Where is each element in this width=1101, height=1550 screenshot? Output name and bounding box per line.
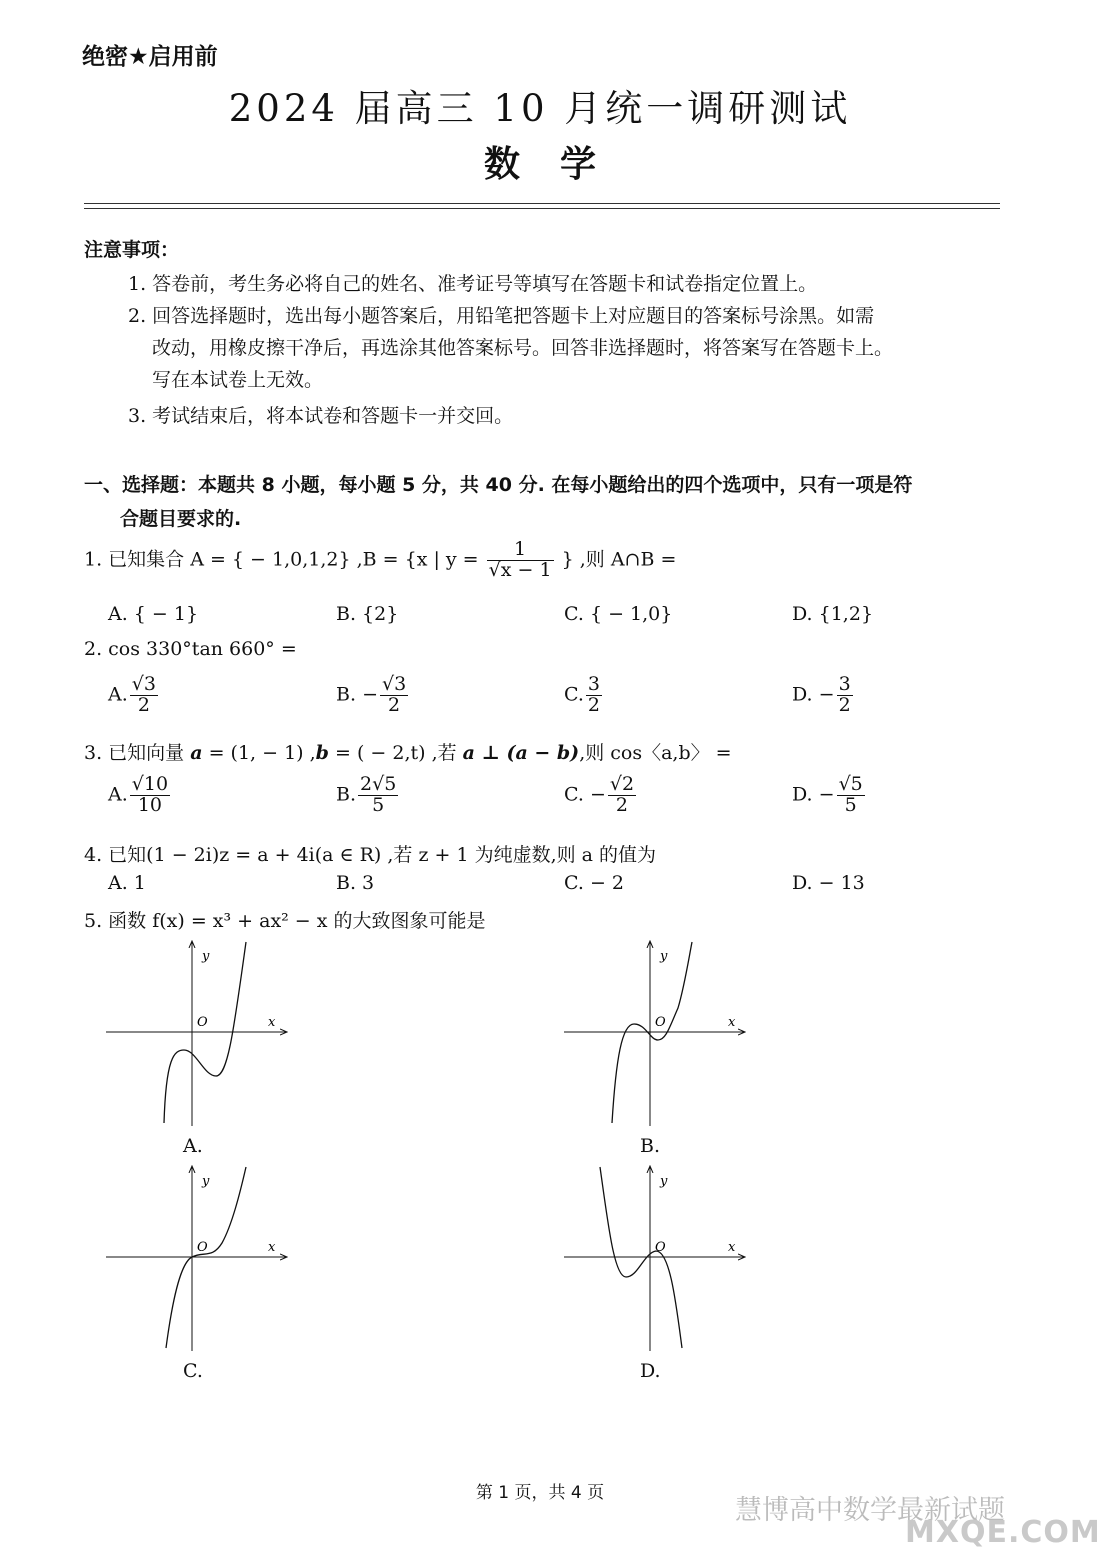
question-5: 5. 函数 f(x) = x³ + ax² − x 的大致图象可能是 [84, 910, 486, 932]
graph-d [558, 1163, 758, 1353]
option[interactable]: A. { − 1} [108, 603, 199, 625]
option[interactable]: B. − $\frac{√3}{2}$ [336, 673, 407, 716]
x-axis-label: x [728, 1240, 736, 1255]
option[interactable]: B. 3 [336, 872, 375, 894]
section-line: 一、选择题：本题共 8 小题，每小题 5 分，共 40 分. 在每小题给出的四个选项中，只有一项是符 [84, 474, 913, 496]
option[interactable]: C. − $\frac{√2}{2}$ [564, 773, 635, 816]
option[interactable]: C. { − 1,0} [564, 603, 673, 625]
page-footer: 第 1 页，共 4 页 [475, 1483, 605, 1503]
question-2: 2. cos 330°tan 660° = [84, 638, 297, 660]
y-axis-label: y [660, 1174, 668, 1189]
y-axis-label: y [660, 949, 668, 964]
option[interactable]: A. $\frac{√10}{10}$ [108, 773, 169, 816]
divider [84, 203, 1000, 204]
origin-label: O [655, 1015, 666, 1030]
question-4: 4. 已知(1 − 2i)z = a + 4i(a ∈ R) ,若 z + 1 为纯虚数,则 a 的值为 [84, 844, 657, 866]
note-item: 3. 考试结束后，将本试卷和答题卡一并交回。 [128, 405, 514, 427]
divider [84, 208, 1000, 209]
note-item: 1. 答卷前，考生务必将自己的姓名、准考证号等填写在答题卡和试卷指定位置上。 [128, 273, 818, 295]
graph-caption: B. [640, 1135, 661, 1157]
option[interactable]: A. $\frac{√3}{2}$ [108, 673, 156, 716]
watermark-site: MXQE.COM [905, 1515, 1101, 1550]
option[interactable]: B. {2} [336, 603, 399, 625]
option[interactable]: C. $\frac{3}{2}$ [564, 673, 600, 716]
graph-caption: A. [183, 1135, 203, 1157]
origin-label: O [197, 1015, 208, 1030]
note-item: 改动，用橡皮擦干净后，再选涂其他答案标号。回答非选择题时，将答案写在答题卡上。 [152, 337, 894, 359]
watermark-text: 慧博高中数学最新试题 [735, 1495, 1005, 1526]
q1-stem: 1. 已知集合 A = { − 1,0,1,2} ,B = {x | y = [84, 548, 479, 571]
option[interactable]: D. − $\frac{√5}{5}$ [792, 773, 863, 816]
q1-stem-tail: } ,则 A∩B = [561, 548, 677, 571]
graph-a [100, 938, 300, 1128]
option[interactable]: B. $\frac{2√5}{5}$ [336, 773, 397, 816]
x-axis-label: x [728, 1015, 736, 1030]
option[interactable]: D. − 13 [792, 872, 865, 894]
exam-title: 2024 届高三 10 月统一调研测试 [228, 87, 852, 130]
section-line: 合题目要求的. [120, 508, 242, 530]
origin-label: O [655, 1240, 666, 1255]
question-3: 3. 已知向量 a = (1, − 1) ,b = ( − 2,t) ,若 a ⊥ (a − b),则 cos〈a,b〉 = [84, 742, 732, 764]
section-heading [84, 468, 1004, 536]
graph-c [100, 1163, 300, 1353]
x-axis-label: x [268, 1240, 276, 1255]
x-axis-label: x [268, 1015, 276, 1030]
option[interactable]: A. 1 [108, 872, 146, 894]
notes-heading: 注意事项： [84, 239, 180, 261]
question-1 [84, 540, 676, 581]
option[interactable]: D. − $\frac{3}{2}$ [792, 673, 851, 716]
option[interactable]: D. {1,2} [792, 603, 874, 625]
y-axis-label: y [202, 1174, 210, 1189]
origin-label: O [197, 1240, 208, 1255]
note-item: 写在本试卷上无效。 [152, 369, 324, 391]
y-axis-label: y [202, 949, 210, 964]
q1-fraction: $\frac{1}{√x - 1}$ [488, 538, 552, 581]
note-item: 2. 回答选择题时，选出每小题答案后，用铅笔把答题卡上对应题目的答案标号涂黑。如需 [128, 305, 875, 327]
confidential-mark: 绝密★启用前 [82, 44, 218, 70]
graph-caption: C. [183, 1360, 203, 1382]
graph-b [558, 938, 758, 1128]
graph-caption: D. [640, 1360, 661, 1382]
subject-title: 数学 [483, 144, 636, 185]
option[interactable]: C. − 2 [564, 872, 624, 894]
